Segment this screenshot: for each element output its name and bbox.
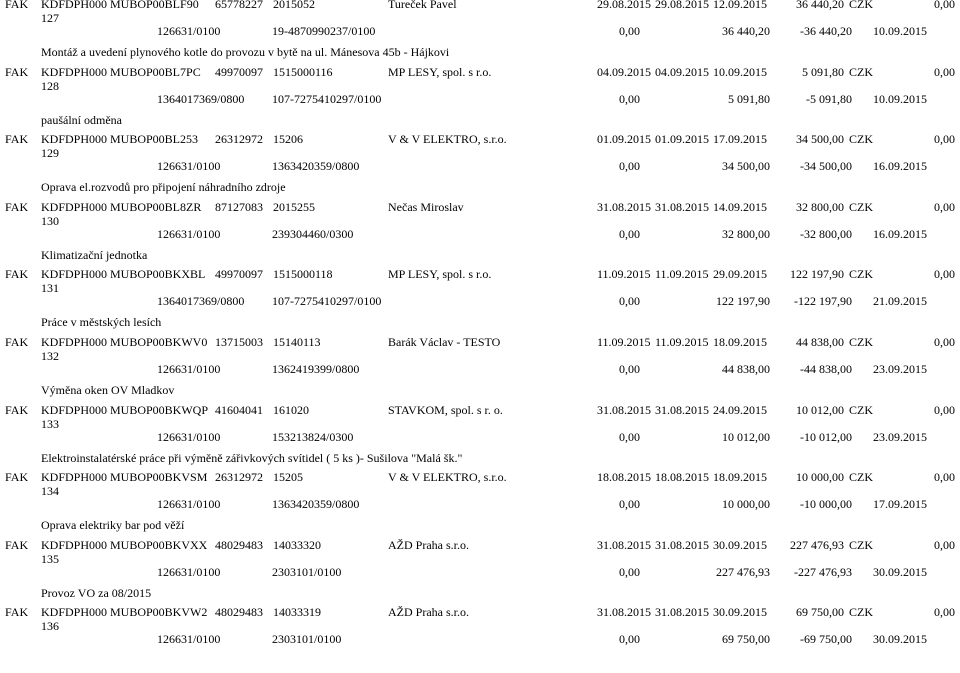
record-number: 127	[41, 11, 59, 25]
balance-amount: -227 476,93	[794, 564, 852, 579]
doc-type: FAK	[5, 402, 29, 417]
issue-date: 31.08.2015	[597, 402, 651, 417]
supplier-ico: 87127083	[215, 199, 263, 214]
bank-account: 126631/0100	[157, 429, 221, 444]
bank-account: 126631/0100	[157, 632, 221, 647]
supplier-name: AŽD Praha s.r.o.	[388, 605, 469, 620]
paid-before: 0,00	[619, 429, 640, 444]
doc-series: KDFDPH000	[41, 335, 108, 349]
doc-series: KDFDPH000	[41, 470, 108, 485]
counter-account: 2303101/0100	[272, 564, 342, 579]
paid-before: 0,00	[619, 159, 640, 174]
paid-before: 0,00	[619, 24, 640, 38]
counter-account: 2303101/0100	[272, 632, 342, 647]
invoice-number: 14033319	[273, 605, 321, 620]
doc-series: KDFDPH000	[41, 605, 108, 620]
doc-code: MUBOP00BKVSM	[110, 470, 208, 485]
supplier-name: Nečas Miroslav	[388, 199, 464, 214]
doc-series: KDFDPH000	[41, 537, 108, 552]
supplier-ico: 48029483	[215, 537, 263, 552]
payment-date: 23.09.2015	[873, 362, 927, 376]
tax-date: 31.08.2015	[655, 537, 709, 552]
record-number: 134	[41, 484, 59, 499]
invoice-description: Elektroinstalatérské práce při výměně zářivkových svítidel ( 5 ks )- Sušilova "Malá šk."	[41, 450, 463, 465]
supplier-name: Tureček Pavel	[388, 0, 457, 11]
doc-series: KDFDPH000	[41, 0, 108, 11]
remaining-amount: 0,00	[934, 402, 955, 417]
supplier-name: V & V ELEKTRO, s.r.o.	[388, 470, 507, 485]
invoice-amount: 10 000,00	[796, 470, 844, 485]
counter-account: 107-7275410297/0100	[272, 294, 382, 309]
due-date: 10.09.2015	[713, 64, 767, 79]
currency: CZK	[849, 470, 873, 485]
due-date: 17.09.2015	[713, 132, 767, 147]
paid-amount: 10 000,00	[722, 497, 770, 512]
record-number: 128	[41, 78, 59, 93]
invoice-record	[0, 200, 960, 268]
balance-amount: -69 750,00	[800, 632, 852, 647]
invoice-amount: 69 750,00	[796, 605, 844, 620]
doc-code: MUBOP00BL8ZR	[110, 199, 202, 214]
invoice-description: Provoz VO za 08/2015	[41, 585, 152, 600]
due-date: 29.09.2015	[713, 267, 767, 282]
due-date: 30.09.2015	[713, 537, 767, 552]
balance-amount: -44 838,00	[800, 362, 852, 376]
tax-date: 11.09.2015	[655, 335, 709, 349]
invoice-number: 2015255	[273, 199, 315, 214]
bank-account: 126631/0100	[157, 159, 221, 174]
doc-code: MUBOP00BKVW2	[110, 605, 208, 620]
doc-code: MUBOP00BL253	[110, 132, 199, 147]
remaining-amount: 0,00	[934, 132, 955, 147]
supplier-ico: 65778227	[215, 0, 263, 11]
remaining-amount: 0,00	[934, 0, 955, 11]
invoice-record	[0, 470, 960, 538]
invoice-description: paušální odměna	[41, 112, 122, 127]
doc-series: KDFDPH000	[41, 64, 108, 79]
record-number: 136	[41, 619, 59, 634]
tax-date: 31.08.2015	[655, 402, 709, 417]
currency: CZK	[849, 0, 873, 11]
invoice-description: Montáž a uvedení plynového kotle do provozu v bytě na ul. Mánesova 45b - Hájkovi	[41, 45, 450, 59]
invoice-number: 15205	[273, 470, 303, 485]
due-date: 12.09.2015	[713, 0, 767, 11]
doc-code: MUBOP00BL7PC	[110, 64, 201, 79]
issue-date: 29.08.2015	[597, 0, 651, 11]
remaining-amount: 0,00	[934, 199, 955, 214]
remaining-amount: 0,00	[934, 64, 955, 79]
invoice-amount: 36 440,20	[796, 0, 844, 11]
currency: CZK	[849, 537, 873, 552]
invoice-record	[0, 267, 960, 335]
invoice-record	[0, 605, 960, 673]
currency: CZK	[849, 605, 873, 620]
balance-amount: -34 500,00	[800, 159, 852, 174]
remaining-amount: 0,00	[934, 605, 955, 620]
invoice-amount: 5 091,80	[802, 64, 844, 79]
doc-type: FAK	[5, 199, 29, 214]
supplier-ico: 26312972	[215, 470, 263, 485]
paid-before: 0,00	[619, 362, 640, 376]
paid-before: 0,00	[619, 497, 640, 512]
invoice-amount: 44 838,00	[796, 335, 844, 349]
counter-account: 19-4870990237/0100	[272, 24, 376, 38]
doc-type: FAK	[5, 267, 29, 282]
tax-date: 04.09.2015	[655, 64, 709, 79]
payment-date: 30.09.2015	[873, 564, 927, 579]
remaining-amount: 0,00	[934, 537, 955, 552]
currency: CZK	[849, 199, 873, 214]
payment-date: 10.09.2015	[873, 91, 927, 106]
invoice-number: 2015052	[273, 0, 315, 11]
doc-type: FAK	[5, 537, 29, 552]
paid-before: 0,00	[619, 226, 640, 241]
supplier-name: MP LESY, spol. s r.o.	[388, 64, 492, 79]
record-number: 129	[41, 146, 59, 161]
invoice-number: 15140113	[273, 335, 321, 349]
counter-account: 153213824/0300	[272, 429, 354, 444]
bank-account: 126631/0100	[157, 362, 221, 376]
remaining-amount: 0,00	[934, 335, 955, 349]
issue-date: 31.08.2015	[597, 199, 651, 214]
invoice-number: 1515000116	[273, 64, 333, 79]
doc-series: KDFDPH000	[41, 199, 108, 214]
tax-date: 11.09.2015	[655, 267, 709, 282]
payment-date: 23.09.2015	[873, 429, 927, 444]
balance-amount: -10 000,00	[800, 497, 852, 512]
invoice-amount: 34 500,00	[796, 132, 844, 147]
invoice-number: 14033320	[273, 537, 321, 552]
tax-date: 01.09.2015	[655, 132, 709, 147]
supplier-ico: 49970097	[215, 267, 263, 282]
due-date: 30.09.2015	[713, 605, 767, 620]
due-date: 18.09.2015	[713, 335, 767, 349]
supplier-name: MP LESY, spol. s r.o.	[388, 267, 492, 282]
invoice-description: Výměna oken OV Mladkov	[41, 383, 175, 397]
bank-account: 126631/0100	[157, 497, 221, 512]
counter-account: 239304460/0300	[272, 226, 354, 241]
supplier-ico: 26312972	[215, 132, 263, 147]
doc-code: MUBOP00BKWV0	[110, 335, 208, 349]
invoice-amount: 227 476,93	[790, 537, 844, 552]
paid-amount: 5 091,80	[728, 91, 770, 106]
payment-date: 21.09.2015	[873, 294, 927, 309]
doc-series: KDFDPH000	[41, 402, 108, 417]
doc-code: MUBOP00BKXBL	[110, 267, 206, 282]
payment-date: 17.09.2015	[873, 497, 927, 512]
currency: CZK	[849, 132, 873, 147]
invoice-record	[0, 65, 960, 133]
invoice-amount: 122 197,90	[790, 267, 844, 282]
doc-series: KDFDPH000	[41, 267, 108, 282]
invoice-amount: 32 800,00	[796, 199, 844, 214]
doc-type: FAK	[5, 605, 29, 620]
issue-date: 11.09.2015	[597, 267, 651, 282]
issue-date: 31.08.2015	[597, 537, 651, 552]
balance-amount: -32 800,00	[800, 226, 852, 241]
paid-before: 0,00	[619, 564, 640, 579]
tax-date: 29.08.2015	[655, 0, 709, 11]
doc-type: FAK	[5, 64, 29, 79]
invoice-number: 15206	[273, 132, 303, 147]
paid-amount: 10 012,00	[722, 429, 770, 444]
currency: CZK	[849, 335, 873, 349]
invoice-amount: 10 012,00	[796, 402, 844, 417]
paid-amount: 32 800,00	[722, 226, 770, 241]
issue-date: 11.09.2015	[597, 335, 651, 349]
invoice-number: 161020	[273, 402, 309, 417]
remaining-amount: 0,00	[934, 470, 955, 485]
record-number: 135	[41, 551, 59, 566]
balance-amount: -122 197,90	[794, 294, 852, 309]
balance-amount: -36 440,20	[800, 24, 852, 38]
bank-account: 126631/0100	[157, 24, 221, 38]
currency: CZK	[849, 267, 873, 282]
balance-amount: -5 091,80	[806, 91, 852, 106]
counter-account: 1363420359/0800	[272, 159, 360, 174]
currency: CZK	[849, 64, 873, 79]
tax-date: 31.08.2015	[655, 605, 709, 620]
paid-amount: 44 838,00	[722, 362, 770, 376]
doc-type: FAK	[5, 335, 29, 349]
bank-account: 126631/0100	[157, 226, 221, 241]
due-date: 18.09.2015	[713, 470, 767, 485]
supplier-name: Barák Václav - TESTO	[388, 335, 501, 349]
doc-type: FAK	[5, 0, 29, 11]
payment-date: 16.09.2015	[873, 226, 927, 241]
doc-code: MUBOP00BKWQP	[110, 402, 209, 417]
supplier-ico: 41604041	[215, 402, 263, 417]
due-date: 24.09.2015	[713, 402, 767, 417]
record-number: 130	[41, 213, 59, 228]
invoice-record	[0, 132, 960, 200]
supplier-ico: 49970097	[215, 64, 263, 79]
counter-account: 1362419399/0800	[272, 362, 360, 376]
tax-date: 31.08.2015	[655, 199, 709, 214]
invoice-description: Klimatizační jednotka	[41, 247, 148, 262]
paid-amount: 227 476,93	[716, 564, 770, 579]
doc-type: FAK	[5, 470, 29, 485]
supplier-name: AŽD Praha s.r.o.	[388, 537, 469, 552]
bank-account: 1364017369/0800	[157, 91, 245, 106]
payment-date: 30.09.2015	[873, 632, 927, 647]
paid-amount: 69 750,00	[722, 632, 770, 647]
payment-date: 16.09.2015	[873, 159, 927, 174]
balance-amount: -10 012,00	[800, 429, 852, 444]
invoice-record	[0, 335, 960, 403]
invoice-description: Práce v městských lesích	[41, 315, 162, 330]
record-number: 133	[41, 416, 59, 431]
remaining-amount: 0,00	[934, 267, 955, 282]
invoice-record	[0, 403, 960, 471]
paid-amount: 122 197,90	[716, 294, 770, 309]
doc-code: MUBOP00BKVXX	[110, 537, 208, 552]
payment-date: 10.09.2015	[873, 24, 927, 38]
paid-amount: 34 500,00	[722, 159, 770, 174]
invoice-number: 1515000118	[273, 267, 333, 282]
counter-account: 107-7275410297/0100	[272, 91, 382, 106]
supplier-ico: 48029483	[215, 605, 263, 620]
bank-account: 126631/0100	[157, 564, 221, 579]
invoice-description: Oprava el.rozvodů pro připojení náhradního zdroje	[41, 180, 286, 195]
counter-account: 1363420359/0800	[272, 497, 360, 512]
invoice-description: Oprava elektriky bar pod věží	[41, 518, 185, 533]
issue-date: 31.08.2015	[597, 605, 651, 620]
invoice-record	[0, 0, 960, 65]
invoice-record	[0, 538, 960, 606]
supplier-name: STAVKOM, spol. s r. o.	[388, 402, 503, 417]
record-number: 132	[41, 349, 59, 363]
doc-code: MUBOP00BLF90	[110, 0, 199, 11]
paid-before: 0,00	[619, 632, 640, 647]
tax-date: 18.08.2015	[655, 470, 709, 485]
due-date: 14.09.2015	[713, 199, 767, 214]
paid-before: 0,00	[619, 294, 640, 309]
record-number: 131	[41, 281, 59, 296]
currency: CZK	[849, 402, 873, 417]
issue-date: 01.09.2015	[597, 132, 651, 147]
doc-series: KDFDPH000	[41, 132, 108, 147]
supplier-name: V & V ELEKTRO, s.r.o.	[388, 132, 507, 147]
bank-account: 1364017369/0800	[157, 294, 245, 309]
paid-before: 0,00	[619, 91, 640, 106]
paid-amount: 36 440,20	[722, 24, 770, 38]
issue-date: 18.08.2015	[597, 470, 651, 485]
supplier-ico: 13715003	[215, 335, 263, 349]
doc-type: FAK	[5, 132, 29, 147]
issue-date: 04.09.2015	[597, 64, 651, 79]
